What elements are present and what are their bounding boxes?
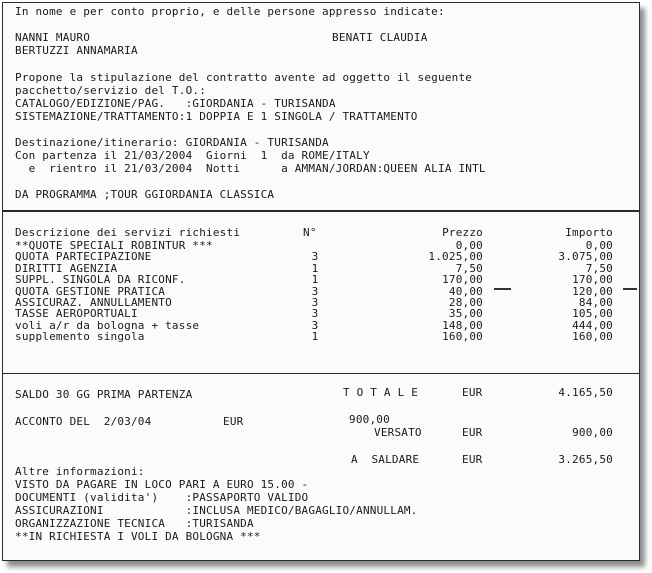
- totale-currency: EUR: [462, 386, 483, 399]
- info-visa: VISTO DA PAGARE IN LOCO PARI A EURO 15.00 -: [15, 478, 309, 491]
- service-price: 35,00: [448, 307, 483, 320]
- service-price: 28,00: [448, 296, 483, 309]
- intro-text: In nome e per conto proprio, e delle persone appresso indicate:: [15, 5, 445, 18]
- propose-line-2: pacchetto/servizio del T.O.:: [15, 84, 207, 97]
- pen-mark-price: [494, 288, 511, 290]
- service-quantity: 3: [311, 307, 319, 320]
- service-price: 148,00: [442, 319, 483, 332]
- service-description: SUPPL. SINGOLA DA RICONF.: [15, 273, 186, 286]
- acconto-label: ACCONTO DEL 2/03/04: [15, 415, 152, 428]
- service-price: 170,00: [442, 273, 483, 286]
- totale-label: T O T A L E: [343, 386, 419, 399]
- service-description: ASSICURAZ. ANNULLAMENTO: [15, 296, 172, 309]
- totals-divider: [3, 373, 639, 374]
- saldo-text: SALDO 30 GG PRIMA PARTENZA: [15, 388, 193, 401]
- service-price: 40,00: [448, 285, 483, 298]
- service-quantity: 3: [311, 250, 319, 263]
- col-header-price: Prezzo: [442, 226, 483, 239]
- service-quantity: 3: [311, 296, 319, 309]
- info-organization: ORGANIZZAZIONE TECNICA :TURISANDA: [15, 517, 254, 530]
- info-note: **IN RICHIESTA I VOLI DA BOLOGNA ***: [15, 530, 261, 543]
- person-3: BERTUZZI ANNAMARIA: [15, 44, 138, 57]
- service-price: 7,50: [455, 262, 483, 275]
- service-quantity: 1: [311, 262, 319, 275]
- col-header-amount: Importo: [565, 226, 613, 239]
- service-quantity: 1: [311, 330, 319, 343]
- saldare-value: 3.265,50: [558, 453, 613, 466]
- acconto-currency: EUR: [223, 415, 244, 428]
- service-quantity: 1: [311, 273, 319, 286]
- return-line: e rientro il 21/03/2004 Notti a AMMAN/JORDAN:QUEEN ALIA INTL: [15, 162, 486, 175]
- col-header-description: Descrizione dei servizi richiesti: [15, 226, 241, 239]
- destination-line: Destinazione/itinerario: GIORDANIA - TURISANDA: [15, 136, 329, 149]
- service-quantity: 3: [311, 285, 319, 298]
- saldare-label: A SALDARE: [351, 453, 420, 466]
- service-description: DIRITTI AGENZIA: [15, 262, 118, 275]
- totale-value: 4.165,50: [558, 386, 613, 399]
- service-description: QUOTA GESTIONE PRATICA: [15, 285, 166, 298]
- person-2: BENATI CLAUDIA: [332, 31, 428, 44]
- section-divider: [3, 210, 639, 212]
- info-documents: DOCUMENTI (validita') :PASSAPORTO VALIDO: [15, 491, 309, 504]
- service-amount: 84,00: [578, 296, 613, 309]
- col-header-number: N°: [303, 226, 317, 239]
- service-amount: 7,50: [585, 262, 613, 275]
- info-title: Altre informazioni:: [15, 465, 145, 478]
- accommodation-line: SISTEMAZIONE/TRATTAMENTO:1 DOPPIA E 1 SINGOLA / TRATTAMENTO: [15, 110, 418, 123]
- service-amount: 105,00: [572, 307, 613, 320]
- departure-line: Con partenza il 21/03/2004 Giorni 1 da ROME/ITALY: [15, 149, 370, 162]
- service-price: 160,00: [442, 330, 483, 343]
- saldare-currency: EUR: [462, 453, 483, 466]
- propose-line-1: Propone la stipulazione del contratto avente ad oggetto il seguente: [15, 71, 473, 84]
- program-line: DA PROGRAMMA ;TOUR GGIORDANIA CLASSICA: [15, 188, 275, 201]
- service-price: 1.025,00: [428, 250, 483, 263]
- versato-value: 900,00: [572, 426, 613, 439]
- service-amount: 170,00: [572, 273, 613, 286]
- service-amount: 120,00: [572, 285, 613, 298]
- service-description: QUOTA PARTECIPAZIONE: [15, 250, 152, 263]
- pen-mark-amount: [623, 288, 637, 290]
- catalog-line: CATALOGO/EDIZIONE/PAG. :GIORDANIA - TURISANDA: [15, 97, 336, 110]
- versato-label: VERSATO: [374, 426, 422, 439]
- service-description: voli a/r da bologna + tasse: [15, 319, 200, 332]
- acconto-amount: 900,00: [349, 413, 390, 426]
- contract-document: [2, 2, 640, 561]
- service-amount: 444,00: [572, 319, 613, 332]
- info-insurance: ASSICURAZIONI :INCLUSA MEDICO/BAGAGLIO/ANNULLAM.: [15, 504, 418, 517]
- versato-currency: EUR: [462, 426, 483, 439]
- service-description: TASSE AEROPORTUALI: [15, 307, 138, 320]
- service-quantity: 3: [311, 319, 319, 332]
- service-amount: 3.075,00: [558, 250, 613, 263]
- person-1: NANNI MAURO: [15, 31, 91, 44]
- service-amount: 160,00: [572, 330, 613, 343]
- service-amount: 0,00: [585, 239, 613, 252]
- service-description: **QUOTE SPECIALI ROBINTUR ***: [15, 239, 213, 252]
- service-price: 0,00: [455, 239, 483, 252]
- service-description: supplemento singola: [15, 330, 145, 343]
